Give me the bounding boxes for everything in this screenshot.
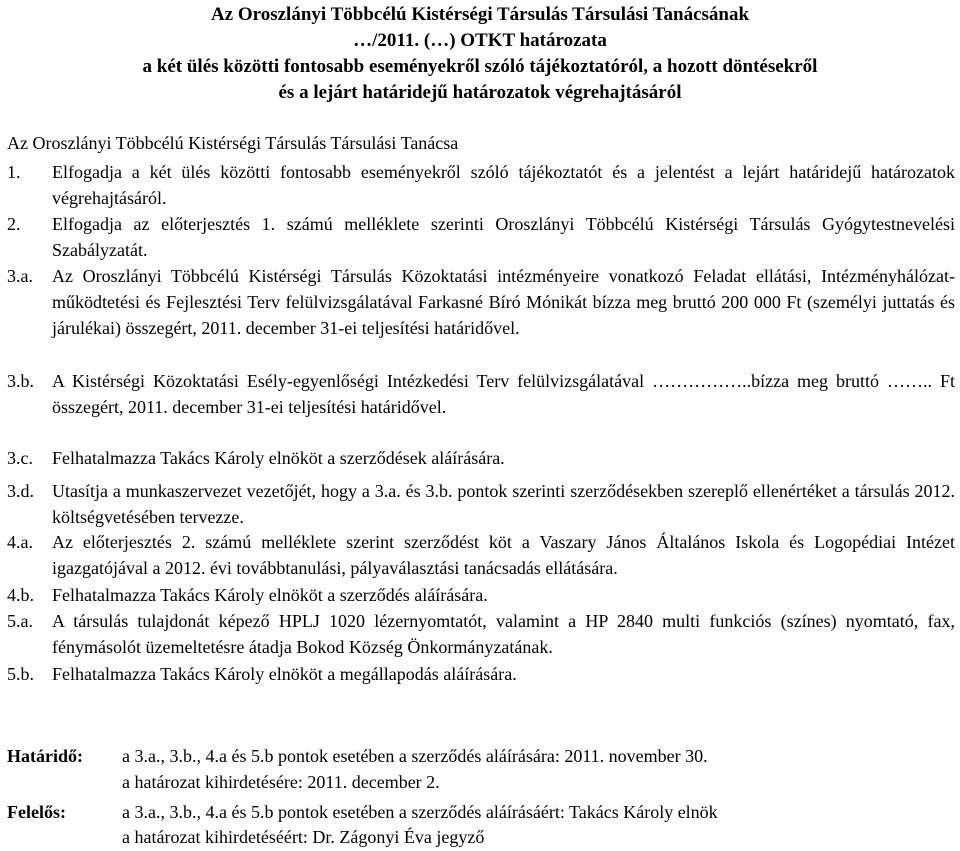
- item-number: 1.: [7, 162, 21, 182]
- resolution-item: [7, 478, 955, 530]
- item-number: 3.a.: [7, 266, 33, 286]
- item-text: Az Oroszlányi Többcélú Kistérségi Társulás Közoktatási intézményeire vonatkozó Feladat ellátási, Intézményhálózat-működtetési és Fejlesztési Terv felülvizsgálatával Farkasné Bíró Mónikát bízza meg bruttó 200 000 Ft (személyi juttatás és járulékai) összegért, 2011. december 31-ei teljesítési határidővel.: [52, 266, 955, 338]
- responsible-value: a 3.a., 3.b., 4.a és 5.b pontok esetében a szerződés aláírásáért: Takács Károly elnök: [122, 802, 718, 822]
- item-text: Utasítja a munkaszervezet vezetőjét, hogy a 3.a. és 3.b. pontok szerinti szerződésekben szereplő ellenértéket a társulás 2012. költségvetésében tervezze.: [52, 481, 955, 527]
- deadline-value: a határozat kihirdetésére: 2011. december 2.: [122, 772, 440, 792]
- item-number: 4.a.: [7, 532, 33, 552]
- resolution-item: [7, 529, 955, 581]
- resolution-item: [7, 368, 955, 420]
- item-number: 4.b.: [7, 585, 34, 605]
- title-line: és a lejárt határidejű határozatok végrehajtásáról: [278, 82, 682, 103]
- item-number: 3.b.: [7, 371, 34, 391]
- resolution-item: [7, 445, 955, 471]
- resolution-intro: Az Oroszlányi Többcélú Kistérségi Társulás Társulási Tanácsa: [7, 133, 459, 153]
- item-text: A társulás tulajdonát képező HPLJ 1020 lézernyomtatót, valamint a HP 2840 multi funkciós (színes) nyomtató, fax, fénymásolót üzemeltetésre átadja Bokod Község Önkormányzatának.: [52, 611, 955, 657]
- item-number: 3.c.: [7, 448, 33, 468]
- item-text: Az előterjesztés 2. számú melléklete szerint szerződést köt a Vaszary János Általános Iskola és Logopédiai Intézet igazgatójával a 2012. évi továbbtanulási, pályaválasztási tanácsadás ellátására.: [52, 532, 955, 578]
- item-text: Felhatalmazza Takács Károly elnököt a szerződések aláírására.: [52, 448, 505, 468]
- deadline-label: Határidő:: [7, 746, 83, 766]
- title-line: …/2011. (…) OTKT határozata: [353, 30, 607, 51]
- responsible-value: a határozat kihirdetéséért: Dr. Zágonyi Éva jegyző: [122, 827, 485, 847]
- resolution-item: [7, 263, 955, 341]
- resolution-item: [7, 661, 955, 687]
- item-text: A Kistérségi Közoktatási Esély-egyenlőségi Intézkedési Terv felülvizsgálatával ……………..bízza meg bruttó …….. Ft összegért, 2011. december 31-ei teljesítési határidővel.: [52, 371, 955, 417]
- resolution-item: [7, 582, 955, 608]
- title-line: a két ülés közötti fontosabb eseményekről szóló tájékoztatóról, a hozott döntésekről: [142, 56, 818, 77]
- item-text: Elfogadja az előterjesztés 1. számú melléklete szerinti Oroszlányi Többcélú Kistérségi Társulás Gyógytestnevelési Szabályzatát.: [52, 214, 955, 260]
- resolution-item: [7, 608, 955, 660]
- document-title: [0, 0, 960, 106]
- item-number: 5.a.: [7, 611, 33, 631]
- item-number: 3.d.: [7, 481, 34, 501]
- item-number: 5.b.: [7, 664, 34, 684]
- item-text: Felhatalmazza Takács Károly elnököt a szerződés aláírására.: [52, 585, 488, 605]
- title-line: Az Oroszlányi Többcélú Kistérségi Társulás Társulási Tanácsának: [210, 4, 750, 25]
- item-text: Elfogadja a két ülés közötti fontosabb eseményekről szóló tájékoztatót és a jelentést a lejárt határidejű határozatok végrehajtásáról.: [52, 162, 955, 208]
- responsible-label: Felelős:: [7, 802, 66, 822]
- resolution-item: [7, 159, 955, 211]
- item-number: 2.: [7, 214, 21, 234]
- deadline-value: a 3.a., 3.b., 4.a és 5.b pontok esetében a szerződés aláírására: 2011. november 30.: [122, 746, 708, 766]
- resolution-item: [7, 211, 955, 263]
- item-text: Felhatalmazza Takács Károly elnököt a megállapodás aláírására.: [52, 664, 517, 684]
